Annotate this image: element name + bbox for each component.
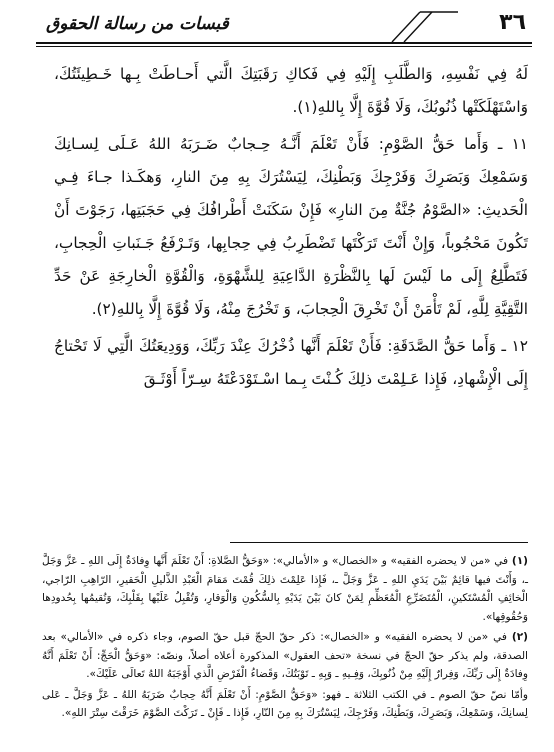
- footnote-1: [42, 552, 528, 626]
- page-number: ٣٦: [499, 10, 526, 35]
- main-text: [54, 58, 528, 396]
- page-header: [36, 0, 532, 50]
- footnote-2-text: في «من لا يحضره الفقيه» و «الخصال»: ذكر حقّ الحجّ قبل حقّ الصوم، وجاء ذكره في «الأمالي» بعد الصدقة، ولم يذكر حقّ الحجّ في نسخة «تحف العقول» المذكورة أعلاه أصلاً، ونصّه: «وَحَقُّ الْحَجِّ: أَنْ تَعْلَمَ أَنَّهُ وِفادَةٌ إِلَى رَبِّكَ، وَفِرارٌ إِلَيْهِ مِنْ ذُنُوبِكَ، وَفِـيهِ ـ وَبِهِ ـ تَوْبَتُكَ، وَقَضاءُ الْفَرْضِ الَّذي أَوْجَبَهُ اللهُ تَعالَى عَلَيْكَ».: [42, 631, 528, 680]
- section-heading-charity: ١٢ ـ وَأَما حَقُّ الصَّدَقَةِ:: [387, 337, 528, 355]
- header-ornament-icon: [390, 8, 460, 42]
- paragraph-fasting: [54, 128, 528, 326]
- footnote-2: [42, 628, 528, 684]
- footnote-divider: [230, 542, 528, 543]
- paragraph-charity: [54, 330, 528, 396]
- header-rule: [36, 42, 532, 44]
- paragraph-continuation: لَهُ فِي نَفْسِهِ، وَالطَّلَبِ إِلَيْهِ فِي فَكاكِ رَقَبَتِكَ الَّتي أَحـاطَتْ بِـها خَـطِيئَتُكَ، وَاسْتَهْلَكَتْها ذُنُوبُكَ، وَلَا قُوَّةَ إِلَّا بِاللهِ(١).: [54, 65, 528, 116]
- footnote-2-label: (٢): [511, 631, 528, 643]
- section-heading-fasting: ١١ ـ وَأَما حَقُّ الصَّوْمِ:: [378, 135, 528, 153]
- footnote-1-text: في «من لا يحضره الفقيه» و «الخصال» و «الأمالي»: «وَحَقُّ الصَّلاةِ: أَنْ تَعْلَمَ أَنَّها وِفادَةٌ إِلَى اللهِ ـ عَزَّ وَجَلَّ ـ، وَأَنْتَ فيها قائِمٌ بَيْنَ يَدَيِ اللهِ ـ عَزَّ وَجَلَّ ـ، فَإِذا عَلِمْتَ ذلِكَ قُمْتَ مَقامَ الْعَبْدِ الذَّليلِ الْحَقيرِ، الرّاهِبِ الرّاجي، الْخائِفِ الْمُسْتَكينِ، الْمُتَضَرِّعِ الْمُعَظِّمِ لِمَنْ كانَ بَيْنَ يَدَيْهِ بِالسُّكُونِ وَالْوَقارِ، وَتُقْبِلُ عَلَيْها بِقَلْبِكَ، وَتُقيمُها بِحُدودِها وَحُقُوقِها».: [42, 555, 528, 623]
- footnote-1-label: (١): [511, 555, 528, 567]
- footnote-2-continuation: وأمّا نصّ حقّ الصوم ـ في الكتب الثلاثة ـ فهو: «وَحَقُّ الصَّوْمِ: أَنْ تَعْلَمَ أَنَّهُ حِجابٌ ضَرَبَهُ اللهُ ـ عَزَّ وَجَلَّ ـ عَلى لِسانِكَ، وَسَمْعِكَ، وَبَصَرِكَ، وَبَطْنِكَ، وَفَرْجِكَ، لِيَسْتُرَكَ بِهِ مِنَ النّارِ، فَإِذا ـ فَإِنْ ـ تَرَكْتَ الصَّوْمَ خَرَقْتَ سِتْرَ اللهِ».: [42, 688, 528, 719]
- footnotes: [42, 552, 528, 723]
- header-title: قبسات من رسالة الحقوق: [46, 14, 229, 34]
- charity-text: فَأَنْ تَعْلَمَ أَنَّها ذُخْرُكَ عِنْدَ رَبِّكَ، وَوَدِيعَتُكَ الَّتِي لَا تَحْتاجُ إِلَى الْإِشْهادِ، فَإِذا عَـلِمْتَ ذلِكَ كُـنْتَ بِـما اسْـتَوْدَعْتَهُ سِـرّاً أَوْثَـقَ: [54, 337, 528, 388]
- header-rule-thin: [36, 46, 532, 47]
- fasting-text: فَأَنْ تَعْلَمَ أَنَّـهُ حِـجابٌ ضَـرَبَهُ اللهُ عَـلَى لِسـانِكَ وَسَمْعِكَ وَبَصَرِكَ وَفَرْجِكَ وَبَطْنِكَ، لِيَسْتُرَكَ بِهِ مِنَ النارِ، وَهكَـذا جـاءَ فِـي الْحَديثِ: «الصَّوْمُ جُنَّةٌ مِنَ النارِ» فَإِنْ سَكَنَتْ أَطْرافُكَ فِي حَجَبَتِها، رَجَوْتَ أَنْ تَكُونَ مَحْجُوباً، وَإِنْ أَنْتَ تَرَكْتَها تَضْطَرِبُ فِي حِجابِها، وَتَـرْفَعُ جَـنَباتِ الْحِجابِ، فَتَطَّلِعُ إِلَى ما لَيْسَ لَها بِالنَّظْرَةِ الدَّاعِيَةِ لِلشَّهْوَةِ، وَالْقُوَّةِ الْخارِجَةِ عَنْ حَدِّ التَّقِيَّةِ لِلَّهِ، لَمْ تَأْمَنْ أَنْ تَخْرِقَ الْحِجابَ، وَ تَخْرُجَ مِنْهُ، وَلَا قُوَّةَ إِلَّا بِاللهِ(٢).: [54, 135, 528, 318]
